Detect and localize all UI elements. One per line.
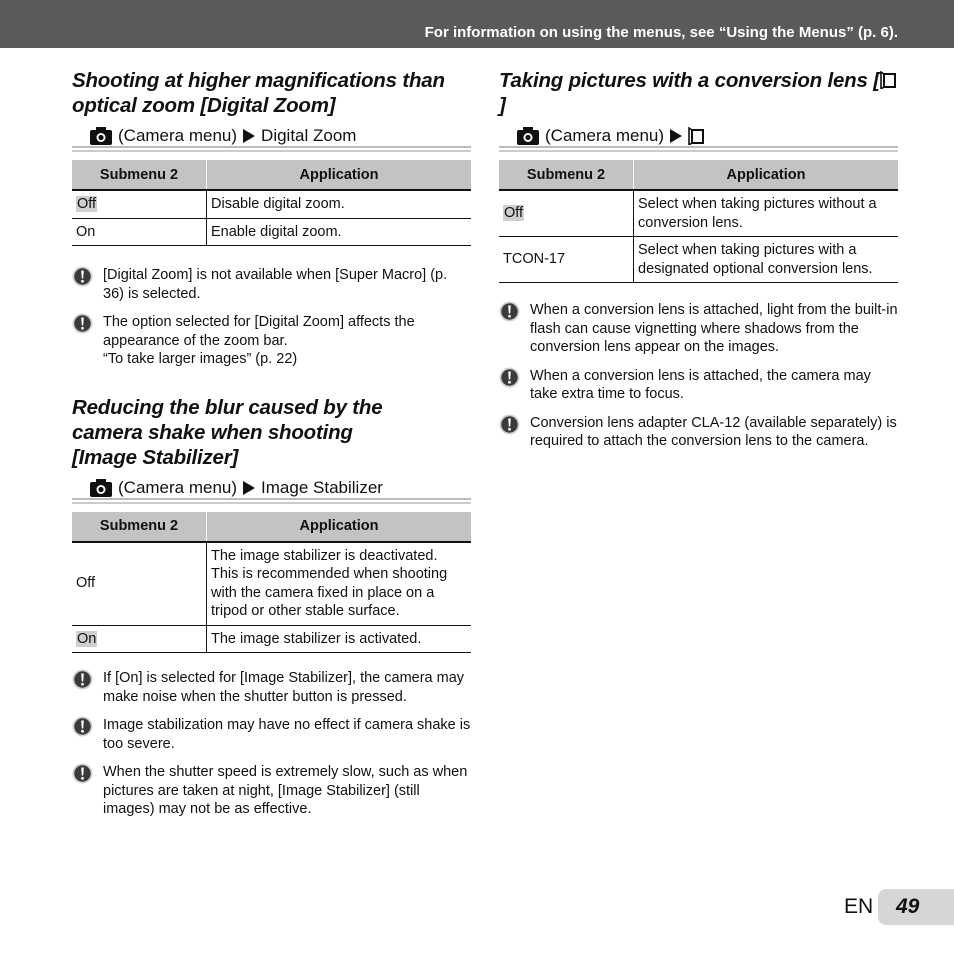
note: If [On] is selected for [Image Stabilizer], the camera may make noise when the shutter button is pressed. bbox=[72, 669, 471, 706]
note: [Digital Zoom] is not available when [Super Macro] (p. 36) is selected. bbox=[72, 266, 471, 303]
column-header: Submenu 2 bbox=[72, 160, 207, 190]
header-note: For information on using the menus, see “Using the Menus” (p. 6). bbox=[424, 24, 898, 41]
table-row bbox=[72, 542, 471, 626]
triangle-right-icon bbox=[670, 129, 682, 143]
application-value: Select when taking pictures without a conversion lens. bbox=[634, 190, 899, 237]
caution-icon bbox=[499, 367, 520, 388]
language-label: EN bbox=[844, 895, 874, 918]
image-stabilizer-title: Reducing the blur caused by the camera shake when shooting [Image Stabilizer] bbox=[72, 395, 383, 469]
menu-item-label: Image Stabilizer bbox=[261, 477, 383, 497]
camera-icon bbox=[90, 479, 112, 497]
conversion-lens-title: Taking pictures with a conversion lens [] bbox=[499, 68, 898, 118]
submenu-value: Off bbox=[77, 196, 97, 212]
column-header: Submenu 2 bbox=[499, 160, 634, 190]
column-header: Submenu 2 bbox=[72, 512, 207, 542]
caution-icon bbox=[72, 763, 93, 784]
triangle-right-icon bbox=[243, 129, 255, 143]
note: When a conversion lens is attached, the camera may take extra time to focus. bbox=[499, 367, 898, 404]
note: The option selected for [Digital Zoom] affects the appearance of the zoom bar. “To take larger images” (p. 22) bbox=[72, 313, 471, 369]
image-stabilizer-table bbox=[72, 512, 471, 654]
digital-zoom-title: Shooting at higher magnifications than optical zoom [Digital Zoom] bbox=[72, 69, 445, 117]
conversion-lens-icon bbox=[880, 70, 896, 88]
submenu-value: TCON-17 bbox=[499, 237, 634, 283]
column-header: Application bbox=[634, 160, 899, 190]
digital-zoom-menu-path bbox=[72, 124, 471, 152]
triangle-right-icon bbox=[243, 481, 255, 495]
menu-path-label: (Camera menu) bbox=[545, 126, 665, 145]
conversion-lens-icon bbox=[688, 127, 704, 145]
caution-icon bbox=[72, 716, 93, 737]
camera-icon bbox=[90, 127, 112, 145]
submenu-value: Off bbox=[504, 205, 524, 222]
note: When the shutter speed is extremely slow, such as when pictures are taken at night, [Image Stabilizer] (still images) may not be as effective. bbox=[72, 763, 471, 819]
note: Conversion lens adapter CLA-12 (available separately) is required to attach the conversion lens to the camera. bbox=[499, 414, 898, 451]
conversion-lens-menu-path bbox=[499, 124, 898, 152]
submenu-value: On bbox=[77, 630, 97, 647]
digital-zoom-table bbox=[72, 160, 471, 246]
table-row bbox=[72, 218, 471, 246]
table-row bbox=[499, 237, 898, 283]
note: Image stabilization may have no effect if camera shake is too severe. bbox=[72, 716, 471, 753]
menu-item-label: Digital Zoom bbox=[261, 126, 357, 145]
table-row bbox=[499, 190, 898, 237]
header-bar bbox=[0, 0, 954, 48]
image-stabilizer-menu-path bbox=[72, 476, 471, 504]
caution-icon bbox=[499, 301, 520, 322]
application-value: Enable digital zoom. bbox=[207, 218, 472, 246]
menu-path-label: (Camera menu) bbox=[118, 126, 238, 145]
caution-icon bbox=[499, 414, 520, 435]
caution-icon bbox=[72, 266, 93, 287]
left-column bbox=[72, 68, 471, 819]
column-header: Application bbox=[207, 160, 472, 190]
caution-icon bbox=[72, 313, 93, 334]
table-row bbox=[72, 190, 471, 218]
application-value: Disable digital zoom. bbox=[207, 190, 472, 218]
note: When a conversion lens is attached, light from the built-in flash can cause vignetting where shadows from the conversion lens appear on the images. bbox=[499, 301, 898, 357]
submenu-value: Off bbox=[72, 542, 207, 626]
table-row bbox=[72, 625, 471, 653]
application-value: The image stabilizer is deactivated. This is recommended when shooting with the camera fixed in place on a tripod or other stable surface. bbox=[207, 542, 472, 626]
page-number: 49 bbox=[896, 895, 920, 918]
right-column bbox=[499, 68, 898, 451]
application-value: Select when taking pictures with a designated optional conversion lens. bbox=[634, 237, 899, 283]
menu-path-label: (Camera menu) bbox=[118, 477, 238, 497]
submenu-value: On bbox=[72, 218, 207, 246]
column-header: Application bbox=[207, 512, 472, 542]
caution-icon bbox=[72, 669, 93, 690]
conversion-lens-table bbox=[499, 160, 898, 283]
camera-icon bbox=[517, 127, 539, 145]
application-value: The image stabilizer is activated. bbox=[207, 625, 472, 653]
